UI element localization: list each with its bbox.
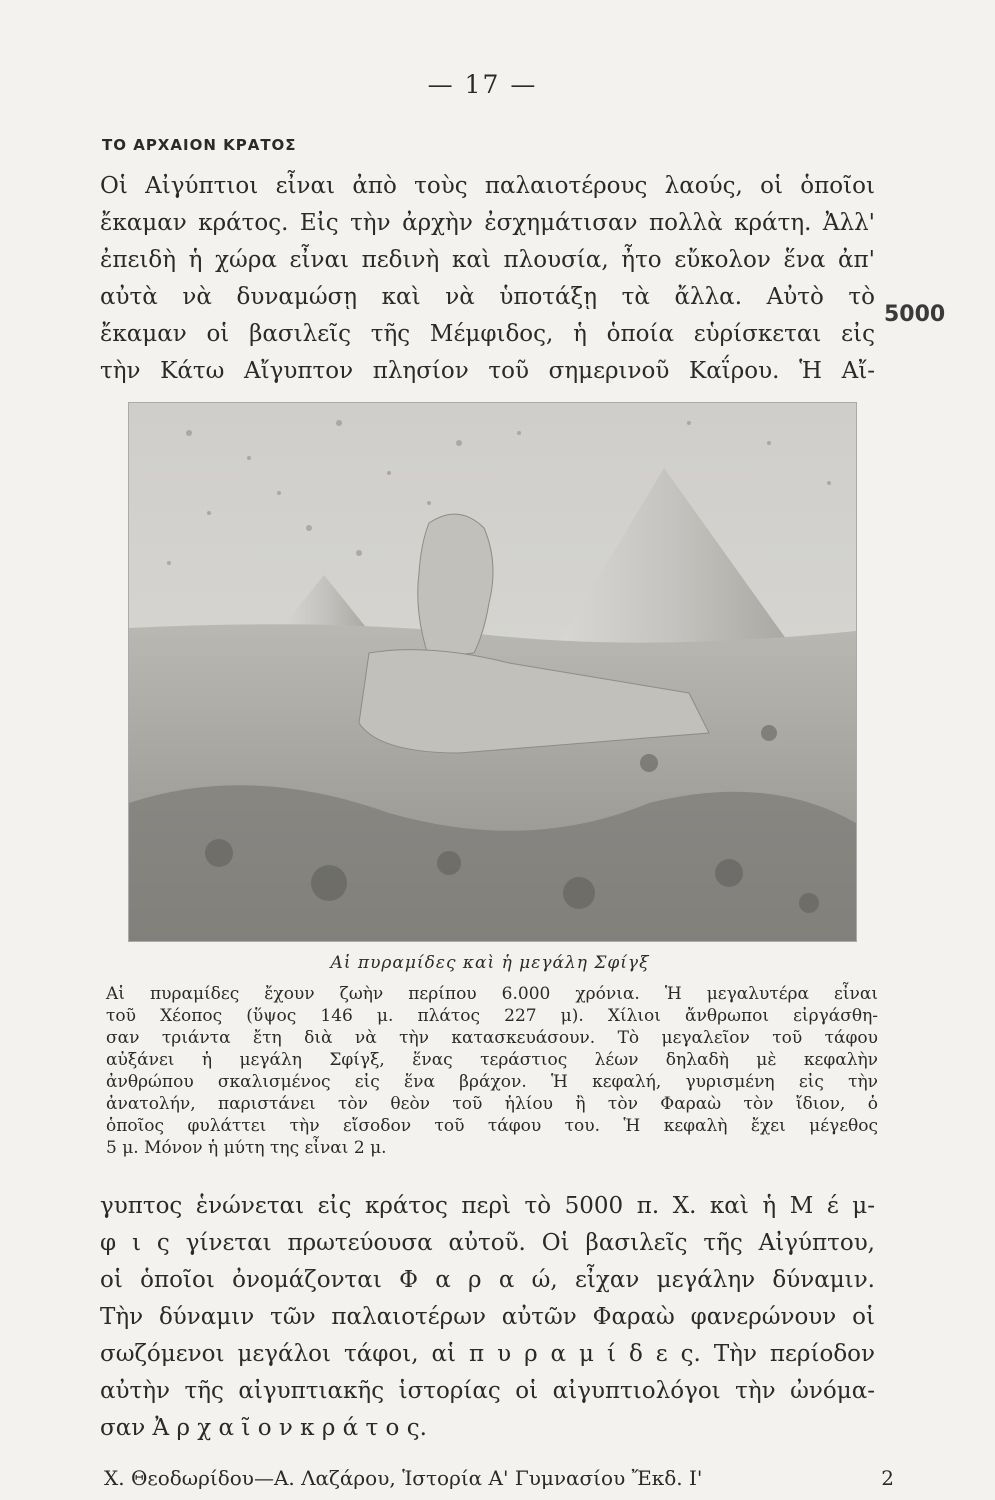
- text-line: ἐπειδὴ ἡ χώρα εἶναι πεδινὴ καὶ πλουσία, ἦτο εὔκολον ἕνα ἀπ': [100, 247, 875, 273]
- caption-line: τοῦ Χέοπος (ὕψος 146 μ. πλάτος 227 μ). Χίλιοι ἄνθρωποι εἰργάσθη-: [106, 1006, 878, 1026]
- caption-line: ἀνθρώπου σκαλισμένος εἰς ἕνα βράχον. Ἡ κεφαλή, γυρισμένη εἰς τὴν: [106, 1072, 878, 1092]
- text-line: σαν Ἀ ρ χ α ῖ ο ν κ ρ ά τ ο ς.: [100, 1415, 427, 1441]
- footer-citation: Χ. Θεοδωρίδου—Α. Λαζάρου, Ἱστορία Α' Γυμνασίου Ἔκδ. Ι': [104, 1466, 703, 1490]
- signature-mark: 2: [881, 1466, 894, 1490]
- text-line: ἔκαμαν κράτος. Εἰς τὴν ἀρχὴν ἐσχημάτισαν πολλὰ κράτη. Ἀλλ': [100, 210, 875, 236]
- text-line: γυπτος ἑνώνεται εἰς κράτος περὶ τὸ 5000 π. Χ. καὶ ἡ Μ έ μ-: [100, 1193, 875, 1219]
- text-line: αὐτὰ νὰ δυναμώσῃ καὶ νὰ ὑποτάξῃ τὰ ἄλλα. Αὐτὸ τὸ: [100, 284, 875, 310]
- text-line: τὴν Κάτω Αἴγυπτον πλησίον τοῦ σημερινοῦ Καΐρου. Ἡ Αἴ-: [100, 358, 875, 384]
- section-heading: ΤΟ ΑΡΧΑΙΟΝ ΚΡΑΤΟΣ: [102, 136, 297, 154]
- paragraph-1: [100, 168, 875, 390]
- page-footer: [104, 1466, 894, 1490]
- photo-illustration: [129, 403, 856, 941]
- caption-line: Αἱ πυραμίδες ἔχουν ζωὴν περίπου 6.000 χρόνια. Ἡ μεγαλυτέρα εἶναι: [106, 984, 878, 1004]
- text-line: οἱ ὁποῖοι ὀνομάζονται Φ α ρ α ώ, εἶχαν μεγάλην δύναμιν.: [100, 1267, 875, 1293]
- page-number: — 17 —: [427, 70, 538, 99]
- caption-line: σαν τριάντα ἔτη διὰ νὰ τὴν κατασκευάσουν. Τὸ μεγαλεῖον τοῦ τάφου: [106, 1028, 878, 1048]
- caption-line: ἀνατολήν, παριστάνει τὸν θεὸν τοῦ ἡλίου ἢ τὸν Φαραὼ τὸν ἴδιον, ὁ: [106, 1094, 878, 1114]
- text-line: Τὴν δύναμιν τῶν παλαιοτέρων αὐτῶν Φαραὼ φανερώνουν οἱ: [100, 1304, 875, 1330]
- text-line: φ ι ς γίνεται πρωτεύουσα αὐτοῦ. Οἱ βασιλεῖς τῆς Αἰγύπτου,: [100, 1230, 875, 1256]
- figure-caption: [106, 983, 878, 1159]
- text-line: αὐτὴν τῆς αἰγυπτιακῆς ἱστορίας οἱ αἰγυπτιολόγοι τὴν ὠνόμα-: [100, 1378, 875, 1404]
- figure-caption-title: Αἱ πυραμίδες καὶ ἡ μεγάλη Σφίγξ: [330, 953, 650, 973]
- caption-line: 5 μ. Μόνον ἡ μύτη της εἶναι 2 μ.: [106, 1138, 387, 1158]
- caption-line: ὁποῖος φυλάττει τὴν εἴσοδον τοῦ τάφου του. Ἡ κεφαλὴ ἔχει μέγεθος: [106, 1116, 878, 1136]
- margin-date-note: 5000: [884, 302, 946, 327]
- pyramids-sphinx-photo: [128, 402, 857, 942]
- text-line: ἔκαμαν οἱ βασιλεῖς τῆς Μέμφιδος, ἡ ὁποία εὑρίσκεται εἰς: [100, 321, 875, 347]
- text-line: σωζόμενοι μεγάλοι τάφοι, αἱ π υ ρ α μ ί δ ε ς. Τὴν περίοδον: [100, 1341, 875, 1367]
- text-line: Οἱ Αἰγύπτιοι εἶναι ἀπὸ τοὺς παλαιοτέρους λαούς, οἱ ὁποῖοι: [100, 173, 875, 199]
- caption-line: αὐξάνει ἡ μεγάλη Σφίγξ, ἕνας τεράστιος λέων δηλαδὴ μὲ κεφαλὴν: [106, 1050, 878, 1070]
- paragraph-2: [100, 1188, 875, 1447]
